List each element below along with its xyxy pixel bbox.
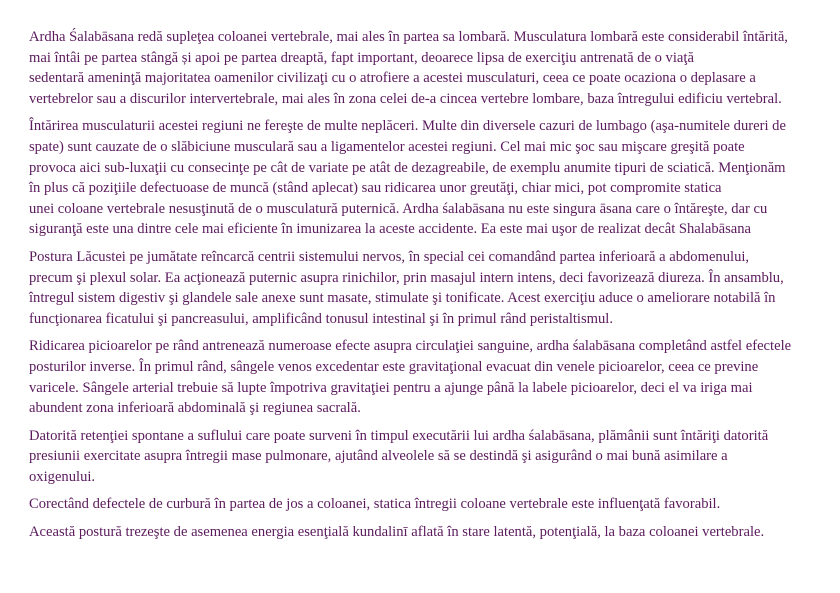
paragraph-curvature: [29, 494, 814, 515]
text-line: precum şi plexul solar. Ea acţionează puternic asupra rinichilor, prin masajul intern intens, deci favorizează diureza. În ansamblu,: [29, 269, 784, 286]
paragraph-nervous-system: [29, 247, 814, 329]
text-line: mai întâi pe partea stângă și apoi pe partea dreaptă, fapt important, deoarece lipsa de exerciţiu antrenată de o viaţă: [29, 49, 694, 66]
text-line: Ardha Śalabāsana redă supleţea coloanei vertebrale, mai ales în partea sa lombară. Musculatura lombară este considerabil întărită,: [29, 29, 788, 45]
text-line: funcţionarea ficatului şi pancreasului, amplificând tonusul intestinal şi în primul rând peristaltismul.: [29, 310, 614, 327]
text-line: siguranţă este una dintre cele mai eficiente în imunizarea la aceste accidente. Ea este mai uşor de realizat decât Shalabāsana: [29, 221, 752, 238]
text-line: Această postură trezeşte de asemenea energia esenţială kundalinī aflată în stare latentă, potenţială, la baza coloanei vertebrale.: [29, 524, 765, 541]
paragraph-kundalini: [29, 522, 814, 543]
text-line: Datorită retenţiei spontane a suflului care poate surveni în timpul executării lui ardha śalabāsana, plămânii sunt întăriţi datorită: [29, 427, 769, 444]
text-line: Ridicarea picioarelor pe rând antrenează numeroase efecte asupra circulaţiei sanguine, ardha śalabāsana completând astfel efectele: [29, 338, 792, 355]
text-line: întregul sistem digestiv şi glandele sale anexe sunt masate, stimulate şi tonificate. Acest exerciţiu aduce o ameliorare notabilă în: [29, 290, 776, 307]
text-line: abundent zona inferioară abdominală şi regiunea sacrală.: [29, 400, 361, 417]
text-line: Corectând defectele de curbură în partea de jos a coloanei, statica întregii coloane vertebrale este influenţată favorabil.: [29, 496, 721, 513]
text-line: varicele. Sângele arterial trebuie să lupte împotriva gravitaţiei pentru a ajunge până la labele picioarelor, deci el va iriga mai: [29, 379, 753, 396]
text-line: oxigenului.: [29, 468, 96, 485]
paragraph-breathing: [29, 426, 814, 488]
text-line: vertebrelor sau a discurilor intervertebrale, mai ales în zona celei de-a cincea vertebre lombare, baza întregului edificiu vertebral.: [29, 90, 782, 107]
text-line: Postura Lăcustei pe jumătate reîncarcă centrii sistemului nervos, în special cei comandând partea inferioară a abdomenului,: [29, 248, 750, 265]
text-line: sedentară ameninţă majoritatea oamenilor civilizaţi cu o atrofiere a acestei musculaturi, ceea ce poate ocaziona o deplasare a: [29, 70, 756, 87]
text-line: Întărirea musculaturii acestei regiuni ne fereşte de multe neplăceri. Multe din diversele cazuri de lumbago (aşa-numitele dureri de: [29, 118, 786, 135]
text-line: provoca aici sub-luxaţii cu consecinţe pe cât de variate pe atât de dezagreabile, de exemplu anumite tipuri de sciatică. Menţionăm: [29, 159, 786, 176]
text-line: posturilor inverse. În primul rând, sângele venos excedentar este gravitaţional evacuat din venele picioarelor, ceea ce previne: [29, 358, 759, 375]
paragraph-suppleness: [29, 27, 814, 109]
text-line: unei coloane vertebrale nesusţinută de o musculatură puternică. Ardha śalabāsana nu este singura āsana care o întăreşte, dar cu: [29, 200, 768, 217]
text-line: presiunii exercitate asupra întregii mase pulmonare, ajutând alveolele să se destindă şi asigurând o mai bună asimilare a: [29, 448, 728, 465]
text-line: în plus că poziţiile defectuoase de muncă (stând aplecat) sau ridicarea unor greutăţi, chiar mici, pot compromite statica: [29, 180, 722, 197]
paragraph-strengthening: [29, 116, 814, 240]
paragraph-circulation: [29, 336, 814, 418]
text-line: spate) sunt cauzate de o slăbiciune musculară sau a ligamentelor acestei regiuni. Cel mai mic şoc sau mişcare greşită poate: [29, 138, 745, 155]
